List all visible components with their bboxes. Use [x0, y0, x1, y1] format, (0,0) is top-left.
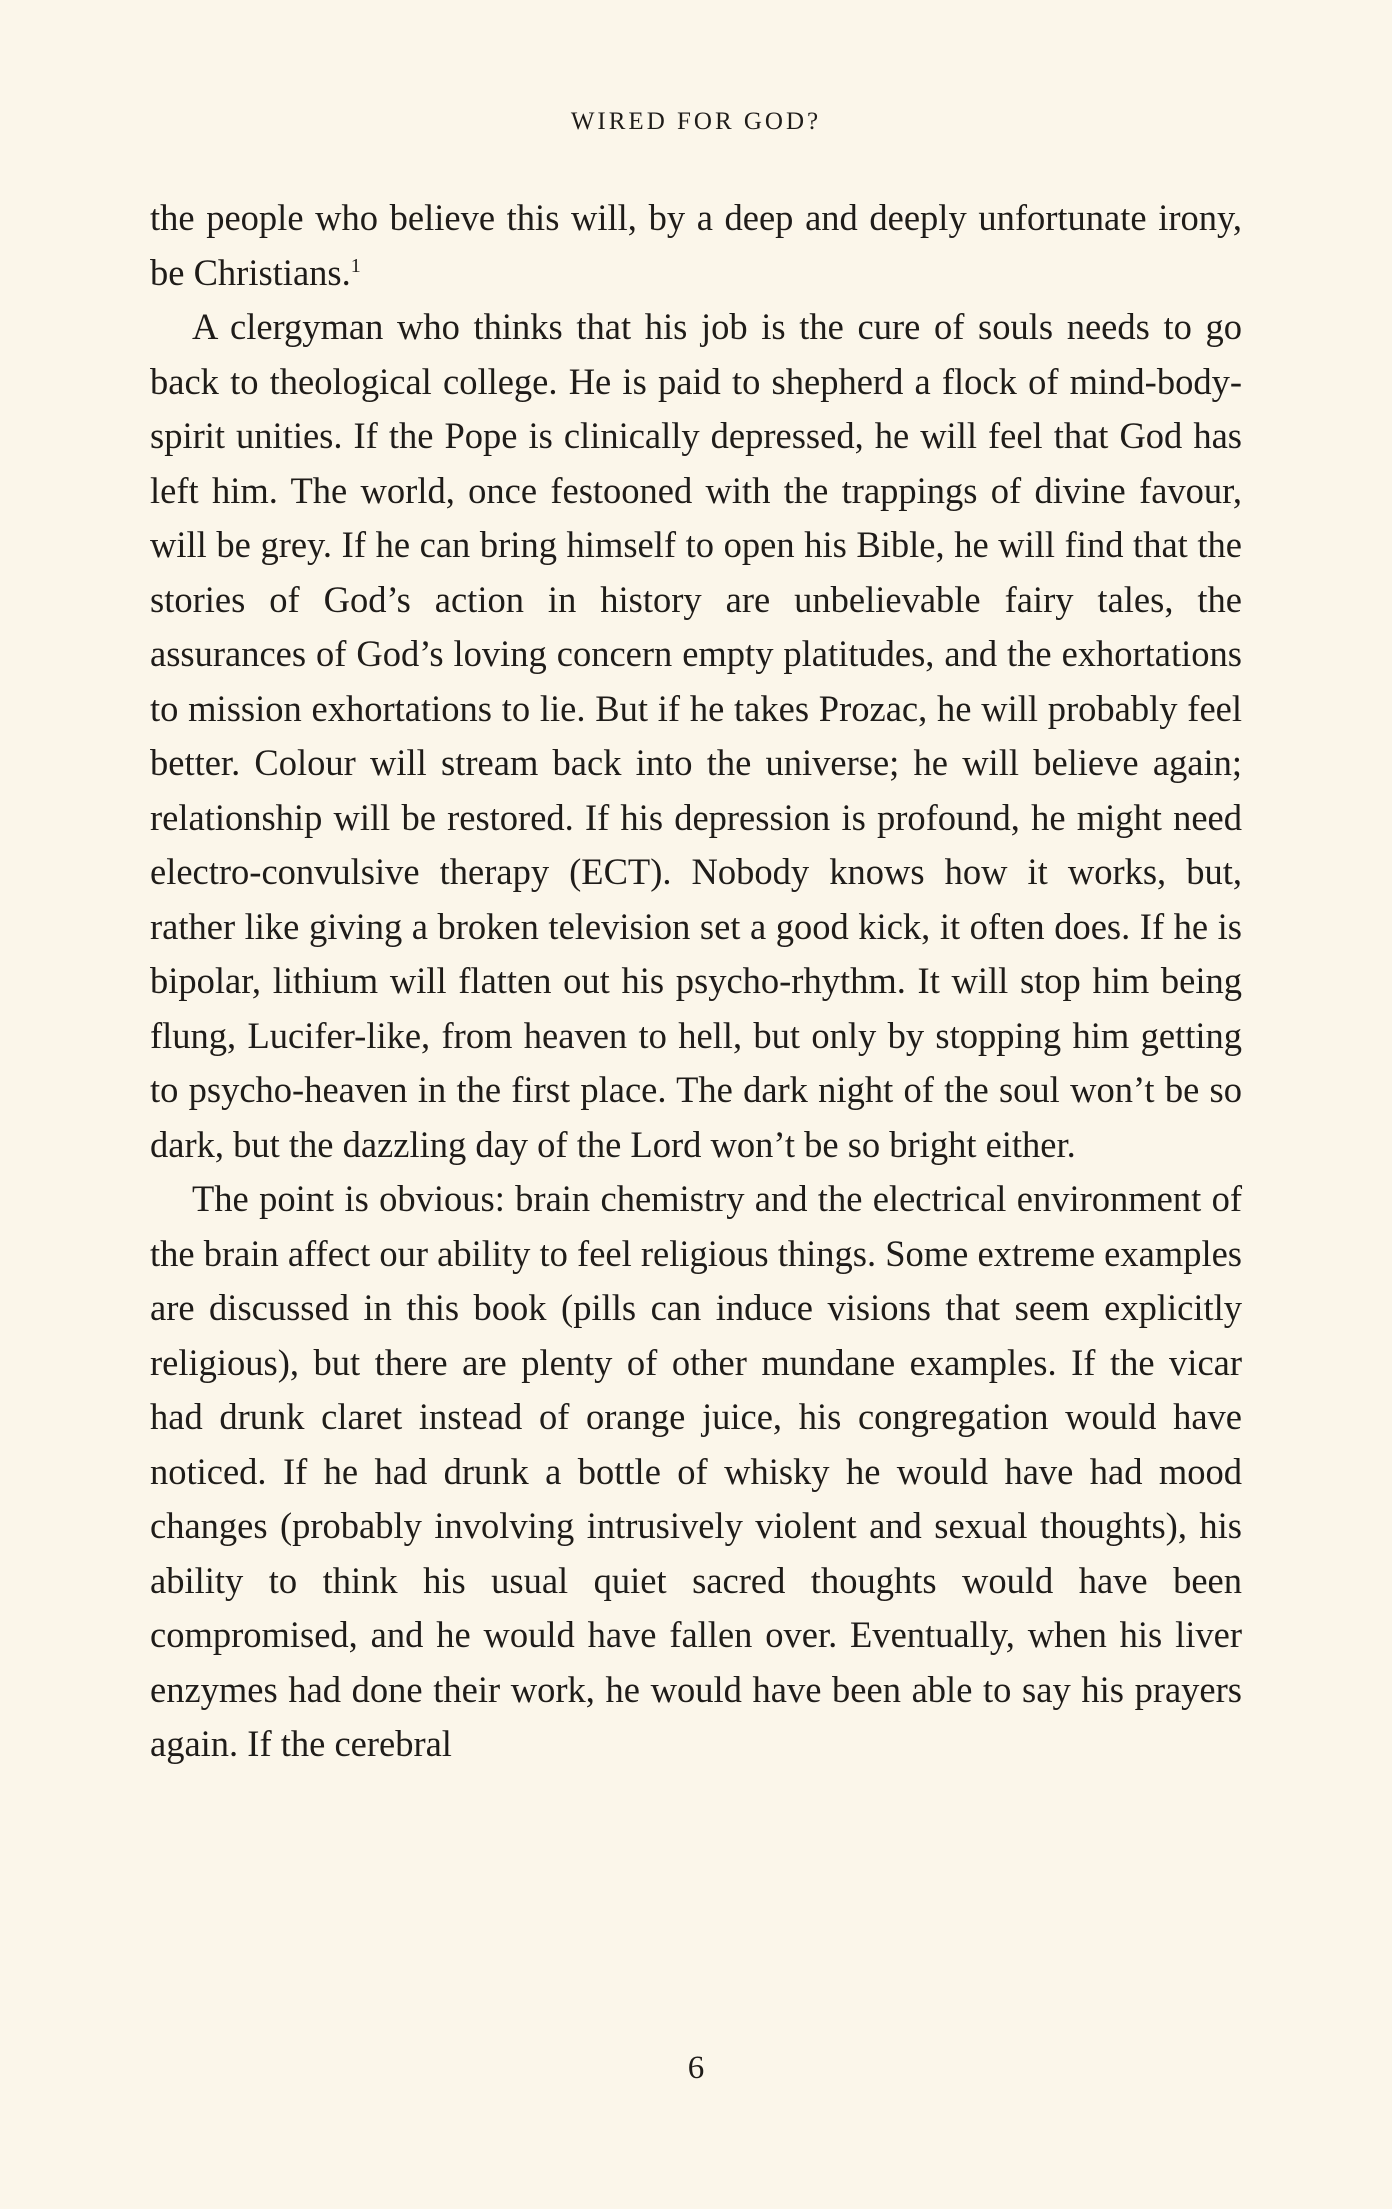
paragraph-text: the people who believe this will, by a deep and deeply unfortunate irony, be Christians.: [150, 197, 1242, 293]
paragraph: The point is obvious: brain chemistry and the electrical environment of the brain affect our ability to feel religious things. Some extreme examples are discussed in this book (pills can induce visions that seem explicitly religious), but there are plenty of other mundane examples. If the vicar had drunk claret instead of orange juice, his congregation would have noticed. If he had drunk a bottle of whisky he would have had mood changes (probably involving intrusively violent and sexual thoughts), his ability to think his usual quiet sacred thoughts would have been compromised, and he would have fallen over. Eventually, when his liver enzymes had done their work, he would have been able to say his prayers again. If the cerebral: [150, 1178, 1242, 1764]
paragraph-continued: [150, 191, 1242, 300]
footnote-marker: 1: [350, 254, 361, 277]
page-number: 6: [687, 2050, 705, 2086]
paragraph: A clergyman who thinks that his job is the cure of souls needs to go back to theological college. He is paid to shepherd a flock of mind-body-spirit unities. If the Pope is clinically depressed, he will feel that God has left him. The world, once festooned with the trappings of divine favour, will be grey. If he can bring himself to open his Bible, he will find that the stories of God’s action in history are unbelievable fairy tales, the assurances of God’s loving concern empty platitudes, and the exhortations to mission exhortations to lie. But if he takes Prozac, he will probably feel better. Colour will stream back into the universe; he will believe again; relationship will be restored. If his depression is profound, he might need electro-convulsive therapy (ECT). Nobody knows how it works, but, rather like giving a broken television set a good kick, it often does. If he is bipolar, lithium will flatten out his psycho-rhythm. It will stop him being flung, Lucifer-like, from heaven to hell, but only by stopping him getting to psycho-heaven in the first place. The dark night of the soul won’t be so dark, but the dazzling day of the Lord won’t be so bright either.: [150, 306, 1242, 1165]
running-head: WIRED FOR GOD?: [570, 108, 822, 135]
body-text: [150, 191, 1242, 1772]
